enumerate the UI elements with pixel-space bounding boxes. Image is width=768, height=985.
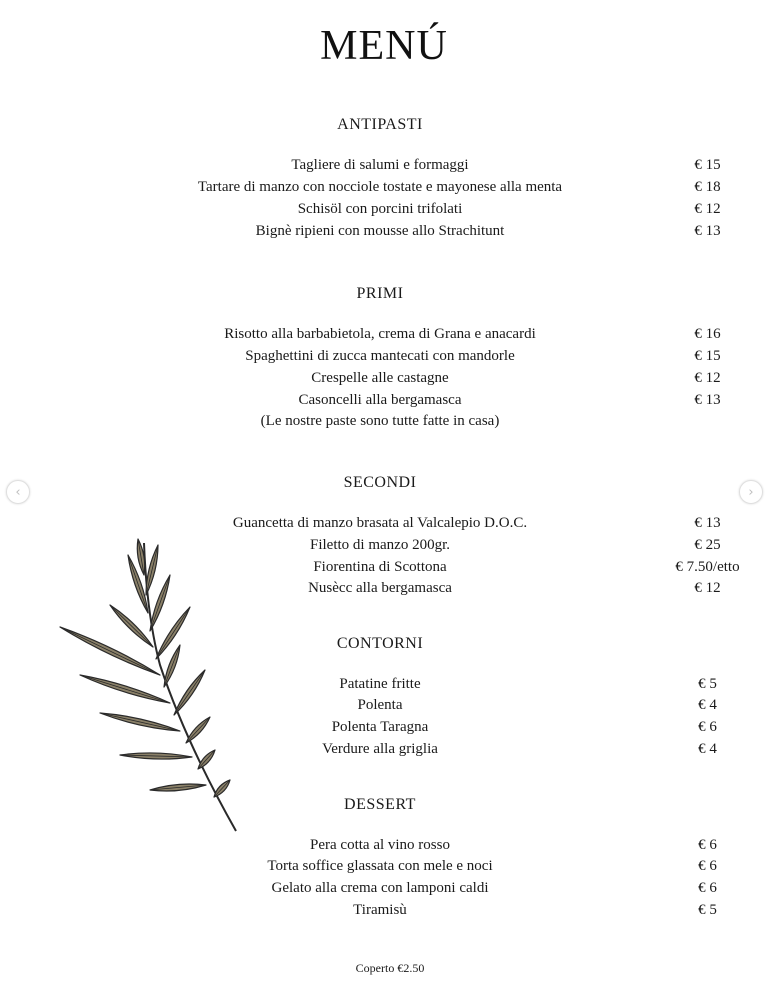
- menu-item-price: € 13: [694, 515, 721, 531]
- menu-item-price: € 15: [694, 348, 721, 364]
- menu-item: Guancetta di manzo brasata al Valcalepio D.O.C.: [232, 515, 528, 531]
- menu-item-price: € 13: [694, 392, 721, 408]
- menu-item: Fiorentina di Scottona: [313, 559, 447, 575]
- menu-item-price: € 7.50/etto: [675, 559, 740, 575]
- menu-item-price: € 4: [698, 697, 717, 713]
- menu-item-price: € 4: [698, 741, 717, 757]
- menu-item: Pera cotta al vino rosso: [310, 837, 450, 853]
- coperto-note: Coperto €2.50: [355, 961, 425, 975]
- sprig-leaf-vein: [214, 780, 230, 797]
- menu-item: Torta soffice glassata con mele e noci: [267, 858, 493, 874]
- menu-item: Schisöl con porcini trifolati: [297, 201, 463, 217]
- menu-item: Spaghettini di zucca mantecati con mandorle: [245, 348, 515, 364]
- menu-item: Gelato alla crema con lamponi caldi: [271, 880, 489, 896]
- menu-item: Risotto alla barbabietola, crema di Grana e anacardi: [224, 326, 536, 342]
- menu-item: Tartare di manzo con nocciole tostate e mayonese alla menta: [197, 179, 563, 195]
- menu-item-price: € 12: [694, 201, 721, 217]
- menu-item: Casoncelli alla bergamasca: [298, 392, 462, 408]
- section-title-contorni: CONTORNI: [336, 635, 424, 652]
- menu-item: Tagliere di salumi e formaggi: [291, 157, 469, 173]
- menu-item: Verdure alla griglia: [322, 741, 438, 757]
- menu-item-price: € 18: [694, 179, 721, 195]
- section-title-dessert: DESSERT: [344, 796, 416, 813]
- page-title: MENÚ: [320, 23, 448, 69]
- sprig-leaf-vein: [60, 627, 160, 675]
- menu-item-price: € 12: [694, 370, 721, 386]
- menu-item: Polenta Taragna: [331, 719, 429, 735]
- sprig-leaf-vein: [174, 670, 205, 715]
- sprig-leaf-vein: [198, 750, 215, 769]
- sprig-leaf-vein: [100, 713, 180, 731]
- menu-item-price: € 6: [698, 858, 717, 874]
- menu-item-price: € 5: [698, 902, 717, 918]
- section-title-antipasti: ANTIPASTI: [337, 116, 423, 133]
- menu-item: Crespelle alle castagne: [311, 370, 449, 386]
- previous-page-button[interactable]: [6, 480, 30, 504]
- chevron-left-icon: ‹: [15, 484, 21, 500]
- sprig-leaf-vein: [164, 645, 180, 687]
- menu-item-price: € 16: [694, 326, 721, 342]
- menu-item: Filetto di manzo 200gr.: [310, 537, 450, 553]
- menu-item-price: € 12: [694, 580, 721, 596]
- menu-item-price: € 13: [694, 223, 721, 239]
- menu-item-price: € 6: [698, 719, 717, 735]
- next-page-button[interactable]: [739, 480, 763, 504]
- menu-item: Polenta: [357, 697, 403, 713]
- section-title-primi: PRIMI: [356, 285, 404, 302]
- menu-item-price: € 25: [694, 537, 721, 553]
- rosemary-sprig-illustration: [40, 535, 250, 840]
- menu-item-price: € 6: [698, 837, 717, 853]
- chevron-right-icon: ›: [748, 484, 754, 500]
- sprig-leaf-vein: [146, 545, 158, 595]
- menu-item-price: € 5: [698, 676, 717, 692]
- menu-item-price: € 6: [698, 880, 717, 896]
- pasta-note: (Le nostre paste sono tutte fatte in casa): [260, 413, 500, 429]
- section-title-secondi: SECONDI: [343, 474, 417, 491]
- sprig-leaf-vein: [150, 575, 170, 631]
- menu-item: Bignè ripieni con mousse allo Strachitunt: [255, 223, 505, 239]
- menu-item: Tiramisù: [353, 902, 407, 918]
- sprig-leaf-vein: [156, 607, 190, 659]
- menu-item-price: € 15: [694, 157, 721, 173]
- sprig-leaf-vein: [80, 675, 170, 703]
- menu-item: Patatine fritte: [339, 676, 421, 692]
- menu-item: Nusècc alla bergamasca: [308, 580, 452, 596]
- sprig-leaf-vein: [186, 717, 210, 743]
